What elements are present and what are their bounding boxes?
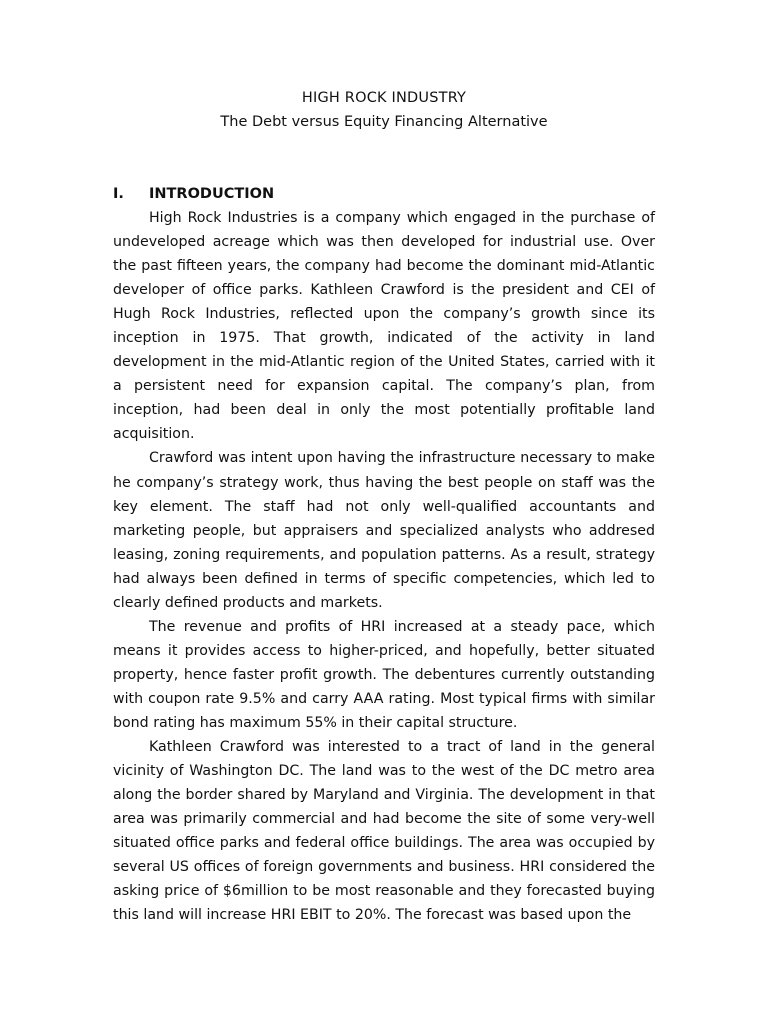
document-subtitle: The Debt versus Equity Financing Alternative (220, 114, 548, 130)
paragraph: High Rock Industries is a company which engaged in the purchase of undeveloped acreage which was then developed for industrial use. Over the past fifteen years, the company had become the dominant mid-Atlantic developer of office parks. Kathleen Crawford is the president and CEI of Hugh Rock Industries, reflected upon the company’s growth since its inception in 1975. That growth, indicated of the activity in land development in the mid-Atlantic region of the United States, carried with it a persistent need for expansion capital. The company’s plan, from inception, had been deal in only the most potentially profitable land acquisition. (113, 210, 655, 443)
document-title: HIGH ROCK INDUSTRY (301, 90, 467, 106)
section-number: I. (113, 186, 124, 202)
section-title: INTRODUCTION (149, 186, 275, 202)
body-text (113, 206, 655, 927)
paragraph: Crawford was intent upon having the infrastructure necessary to make he company’s strategy work, thus having the best people on staff was the key element. The staff had not only well-qualified accountants and marketing people, but appraisers and specialized analysts who addresed leasing, zoning requirements, and population patterns. As a result, strategy had always been defined in terms of specific competencies, which led to clearly defined products and markets. (113, 450, 655, 611)
section-heading (113, 184, 274, 204)
paragraph: Kathleen Crawford was interested to a tract of land in the general vicinity of Washington DC. The land was to the west of the DC metro area along the border shared by Maryland and Virginia. The development in that area was primarily commercial and had become the site of some very-well situated office parks and federal office buildings. The area was occupied by several US offices of foreign governments and business. HRI considered the asking price of $6million to be most reasonable and they forecasted buying this land will increase HRI EBIT to 20%. The forecast was based upon the (113, 739, 655, 924)
paragraph: The revenue and profits of HRI increased at a steady pace, which means it provides access to higher-priced, and hopefully, better situated property, hence faster profit growth. The debentures currently outstanding with coupon rate 9.5% and carry AAA rating. Most typical firms with similar bond rating has maximum 55% in their capital structure. (113, 618, 655, 731)
